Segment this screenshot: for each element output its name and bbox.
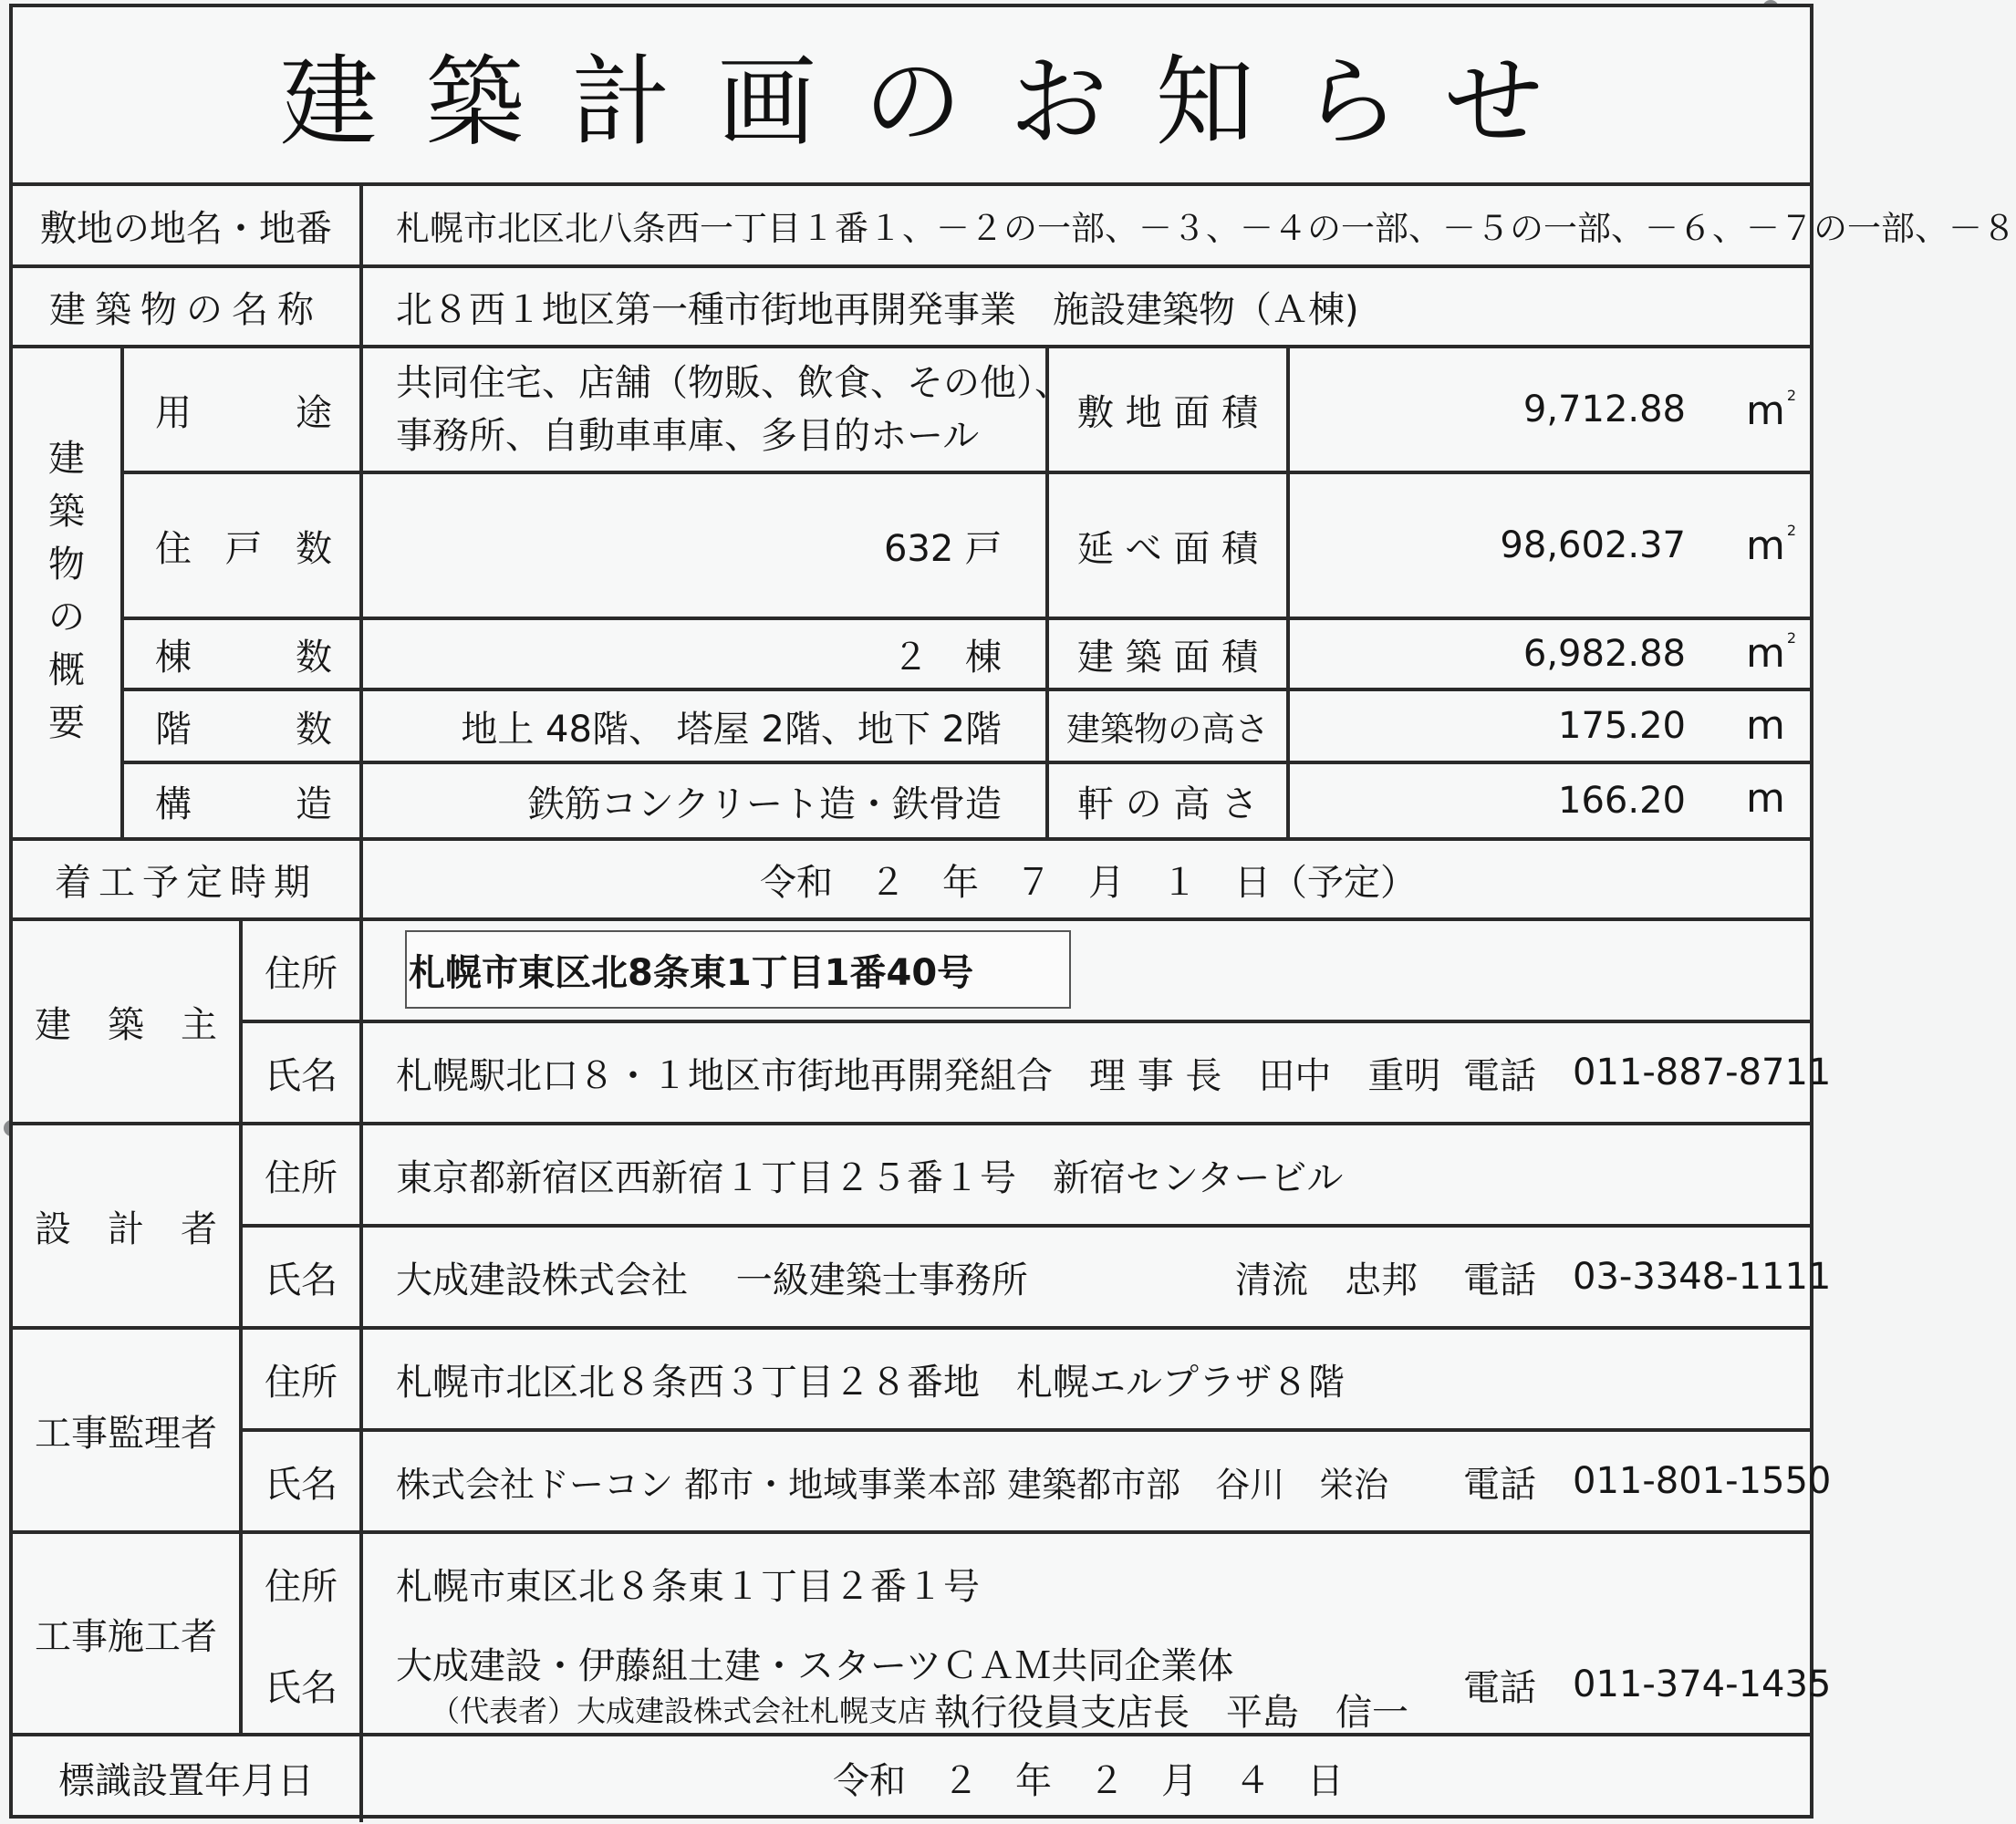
designer-address-label: 住所: [265, 1156, 338, 1199]
contractor-name-label: 氏名: [265, 1666, 338, 1709]
unit-square-meter: m $^2$: [1746, 387, 1797, 434]
building-name-value: 北８西１地区第一種市街地再開発事業 施設建築物（Ａ棟): [396, 288, 1359, 331]
unit-meter: m: [1746, 775, 1785, 822]
owner-address-label: 住所: [265, 952, 338, 995]
owner-name: 札幌駅北口８・１地区市街地再開発組合 理 事 長 田中 重明: [396, 1054, 1441, 1097]
building-area-label: 建 築 面 積: [1076, 636, 1259, 679]
start-label: 着工予定時期: [55, 861, 317, 904]
designer-label: 設 計 者: [35, 1207, 217, 1250]
owner-label: 建 築 主: [35, 1003, 217, 1046]
building-name-label: 建築物の名称: [49, 288, 323, 331]
sign-date-label: 標識設置年月日: [58, 1759, 314, 1802]
sign-date-value: 令和 ２ 年 ２ 月 ４ 日: [833, 1759, 1344, 1802]
supervisor-name-label: 氏名: [265, 1463, 338, 1506]
eave-height-label: 軒 の 高 さ: [1076, 782, 1259, 825]
total-floor-area-value: 98,602.37: [1500, 524, 1686, 566]
contractor-tel: 011-374-1435: [1573, 1663, 1832, 1705]
supervisor-address: 札幌市北区北８条西３丁目２８番地 札幌エルプラザ８階: [396, 1361, 1345, 1404]
floors-value: 地上 48階、 塔屋 2階、地下 2階: [461, 708, 1002, 751]
overview-group-label: 建 築 物 の 概 要: [48, 438, 85, 744]
contractor-address: 札幌市東区北８条東１丁目２番１号: [396, 1565, 980, 1608]
site-value: 札幌市北区北八条西一丁目１番１、－２の一部、－３、－４の一部、－５の一部、－６、－７の一部、－８: [396, 209, 2016, 248]
use-value: 共同住宅、店舗（物販、飲食、その他）、 事務所、自動車車庫、多目的ホール: [396, 362, 1071, 457]
use-label: 用 途: [155, 391, 332, 434]
contractor-tel-label: 電話: [1463, 1666, 1536, 1709]
site-area-label: 敷 地 面 積: [1076, 391, 1259, 434]
designer-address: 東京都新宿区西新宿１丁目２５番１号 新宿センタービル: [396, 1156, 1344, 1199]
buildings-value: ２ 棟: [892, 636, 1002, 679]
total-floor-area-label: 延 べ 面 積: [1076, 527, 1259, 570]
designer-tel: 03-3348-1111: [1573, 1256, 1832, 1298]
page-title: 建築計画のお知らせ: [279, 46, 1591, 160]
unit-square-meter: m $^2$: [1746, 629, 1797, 677]
owner-address: 札幌市東区北8条東1丁目1番40号: [409, 951, 974, 994]
owner-name-label: 氏名: [265, 1054, 338, 1097]
contractor-name-line1: 大成建設・伊藤組土建・スターツＣＡＭ共同企業体: [396, 1644, 1234, 1687]
unit-square-meter: m $^2$: [1746, 522, 1797, 569]
eave-height-value: 166.20: [1558, 780, 1686, 822]
structure-label: 構 造: [155, 782, 332, 825]
contractor-name-line2-suffix: 執行役員支店長 平島 信一: [934, 1691, 1408, 1734]
building-area-value: 6,982.88: [1522, 633, 1686, 675]
supervisor-name: 株式会社ドーコン 都市・地域事業本部 建築都市部 谷川 栄治: [396, 1464, 1389, 1505]
floors-label: 階 数: [155, 708, 332, 751]
designer-person: 清流 忠邦: [1235, 1259, 1418, 1301]
units-value: 632 戸: [883, 527, 1002, 570]
designer-name: 大成建設株式会社 一級建築士事務所: [396, 1259, 1028, 1301]
contractor-label: 工事施工者: [35, 1615, 217, 1658]
supervisor-tel: 011-801-1550: [1573, 1460, 1832, 1502]
buildings-label: 棟 数: [155, 636, 332, 679]
start-value: 令和 ２ 年 ７ 月 １ 日（予定）: [760, 861, 1417, 904]
owner-tel-label: 電話: [1463, 1054, 1536, 1097]
unit-meter: m: [1746, 702, 1785, 749]
height-label: 建築物の高さ: [1066, 710, 1269, 749]
supervisor-label: 工事監理者: [35, 1412, 217, 1455]
owner-tel: 011-887-8711: [1573, 1052, 1832, 1093]
site-label: 敷地の地名・地番: [40, 207, 332, 250]
structure-value: 鉄筋コンクリート造・鉄骨造: [527, 782, 1002, 825]
units-label: 住 戸 数: [155, 527, 332, 570]
site-area-value: 9,712.88: [1522, 389, 1686, 430]
rule: [359, 917, 363, 1733]
designer-tel-label: 電話: [1463, 1259, 1536, 1301]
supervisor-tel-label: 電話: [1463, 1463, 1536, 1506]
supervisor-address-label: 住所: [265, 1361, 338, 1404]
designer-name-label: 氏名: [265, 1259, 338, 1301]
height-value: 175.20: [1558, 705, 1686, 747]
contractor-address-label: 住所: [265, 1565, 338, 1608]
construction-notice-board: [9, 4, 2016, 1819]
contractor-name-line2-prefix: （代表者）大成建設株式会社札幌支店: [431, 1694, 928, 1728]
